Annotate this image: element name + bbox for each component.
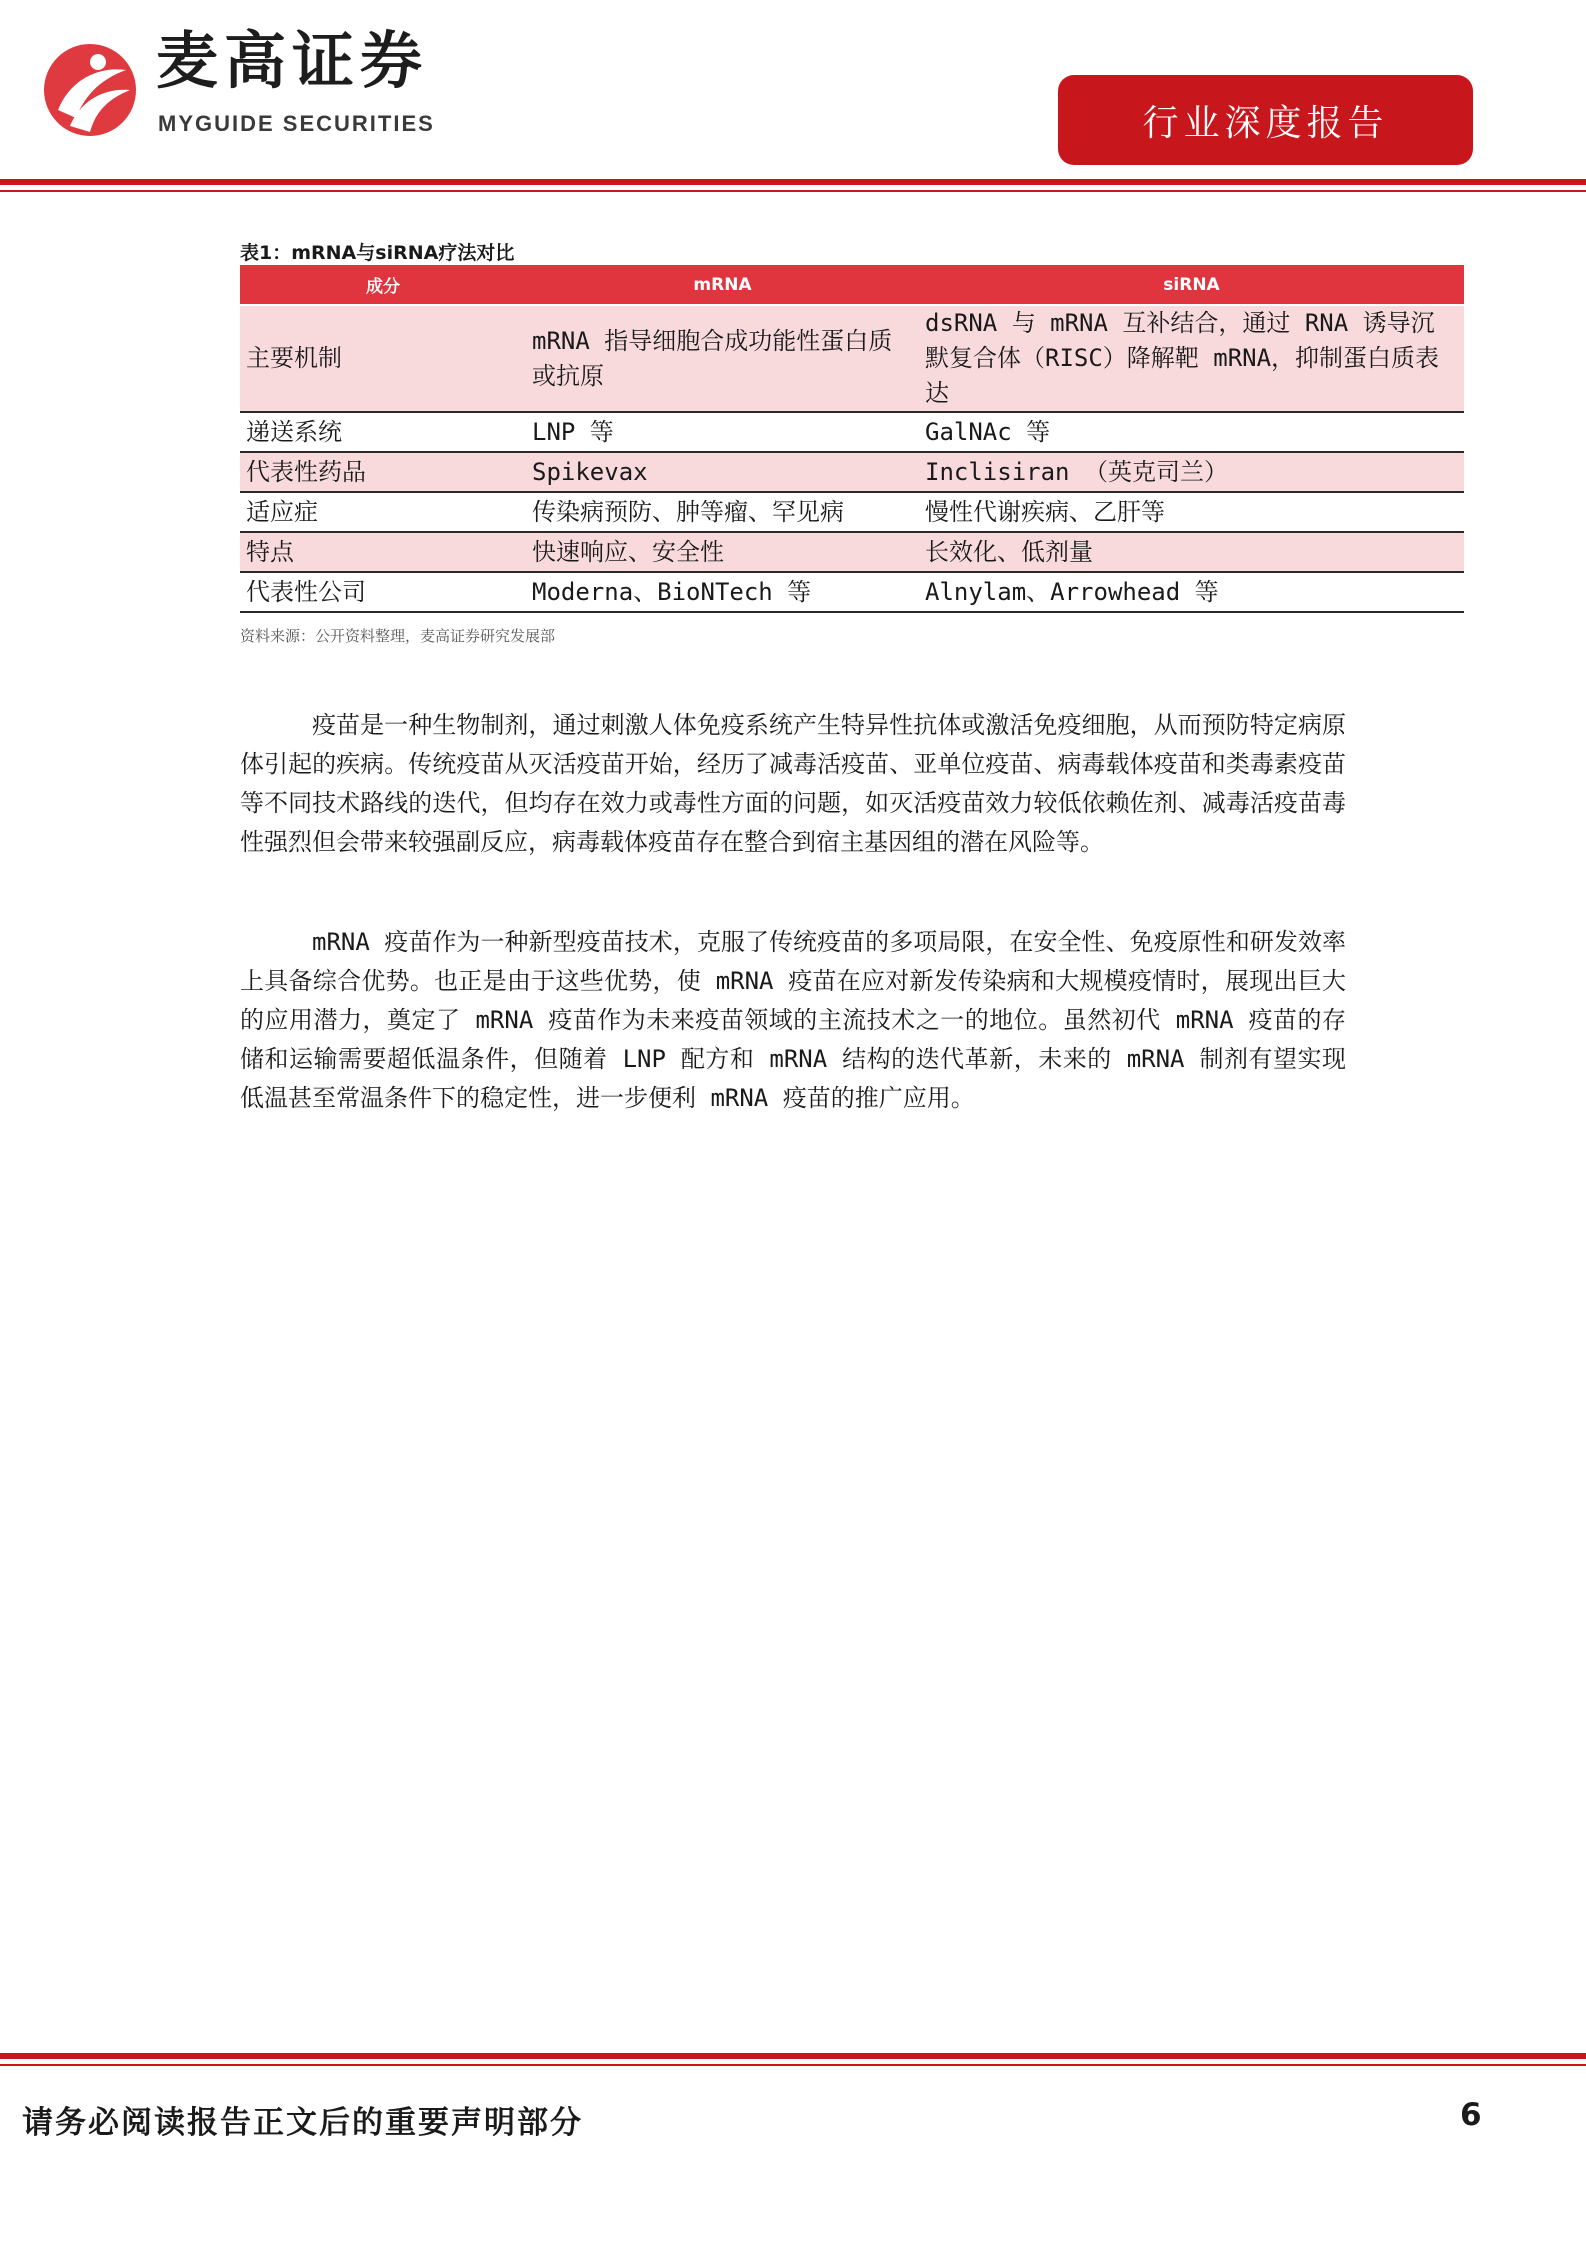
table-source-note: 资料来源：公开资料整理，麦高证券研究发展部 (240, 627, 556, 645)
table-cell: 代表性药品 (240, 452, 526, 492)
table-cell: mRNA 指导细胞合成功能性蛋白质或抗原 (526, 305, 919, 412)
table-cell: Inclisiran （英克司兰） (919, 452, 1464, 492)
column-header: siRNA (919, 265, 1464, 305)
table-row (240, 452, 1464, 492)
table-cell: 传染病预防、肿等瘤、罕见病 (526, 492, 919, 532)
footer-divider (0, 2053, 1586, 2059)
header-divider-thin (0, 190, 1586, 192)
table-cell: 长效化、低剂量 (919, 532, 1464, 572)
table-cell: GalNAc 等 (919, 412, 1464, 452)
disclaimer-note: 请务必阅读报告正文后的重要声明部分 (22, 2105, 583, 2141)
table-cell: 代表性公司 (240, 572, 526, 612)
table-header-row (240, 265, 1464, 305)
table-cell: 特点 (240, 532, 526, 572)
table-cell: 慢性代谢疾病、乙肝等 (919, 492, 1464, 532)
table-cell: dsRNA 与 mRNA 互补结合，通过 RNA 诱导沉默复合体（RISC）降解靶 mRNA，抑制蛋白质表达 (919, 305, 1464, 412)
table-row (240, 412, 1464, 452)
table-cell: Alnylam、Arrowhead 等 (919, 572, 1464, 612)
table-row (240, 492, 1464, 532)
table-cell: Moderna、BioNTech 等 (526, 572, 919, 612)
column-header: 成分 (240, 265, 526, 305)
comparison-table (240, 265, 1464, 613)
table-cell: 快速响应、安全性 (526, 532, 919, 572)
header-divider (0, 179, 1586, 185)
body-paragraph: 疫苗是一种生物制剂，通过刺激人体免疫系统产生特异性抗体或激活免疫细胞，从而预防特定病原体引起的疾病。传统疫苗从灭活疫苗开始，经历了减毒活疫苗、亚单位疫苗、病毒载体疫苗和类毒素疫苗等不同技术路线的迭代，但均存在效力或毒性方面的问题，如灭活疫苗效力较低依赖佐剂、减毒活疫苗毒性强烈但会带来较强副反应，病毒载体疫苗存在整合到宿主基因组的潜在风险等。 (240, 711, 1346, 856)
body-paragraph: mRNA 疫苗作为一种新型疫苗技术，克服了传统疫苗的多项局限，在安全性、免疫原性和研发效率上具备综合优势。也正是由于这些优势，使 mRNA 疫苗在应对新发传染病和大规模疫情时，展现出巨大的应用潜力，奠定了 mRNA 疫苗作为未来疫苗领域的主流技术之一的地位。虽然初代 mRNA 疫苗的存储和运输需要超低温条件，但随着 LNP 配方和 mRNA 结构的迭代革新，未来的 mRNA 制剂有望实现低温甚至常温条件下的稳定性，进一步便利 mRNA 疫苗的推广应用。 (240, 928, 1346, 1112)
table-row (240, 532, 1464, 572)
table-cell: LNP 等 (526, 412, 919, 452)
table-row (240, 305, 1464, 412)
table-cell: 适应症 (240, 492, 526, 532)
brand-name: 麦高证券 (156, 24, 429, 97)
table-row (240, 572, 1464, 612)
footer-divider-thin (0, 2064, 1586, 2066)
myguide-logo-icon (40, 40, 140, 140)
table-cell: 主要机制 (240, 305, 526, 412)
table-title: 表1：mRNA与siRNA疗法对比 (240, 242, 515, 264)
table-cell: 递送系统 (240, 412, 526, 452)
column-header: mRNA (526, 265, 919, 305)
report-type-badge: 行业深度报告 (1058, 75, 1473, 165)
table-cell: Spikevax (526, 452, 919, 492)
brand-name-english: MYGUIDE SECURITIES (158, 111, 435, 136)
page-number: 6 (1460, 2097, 1482, 2133)
